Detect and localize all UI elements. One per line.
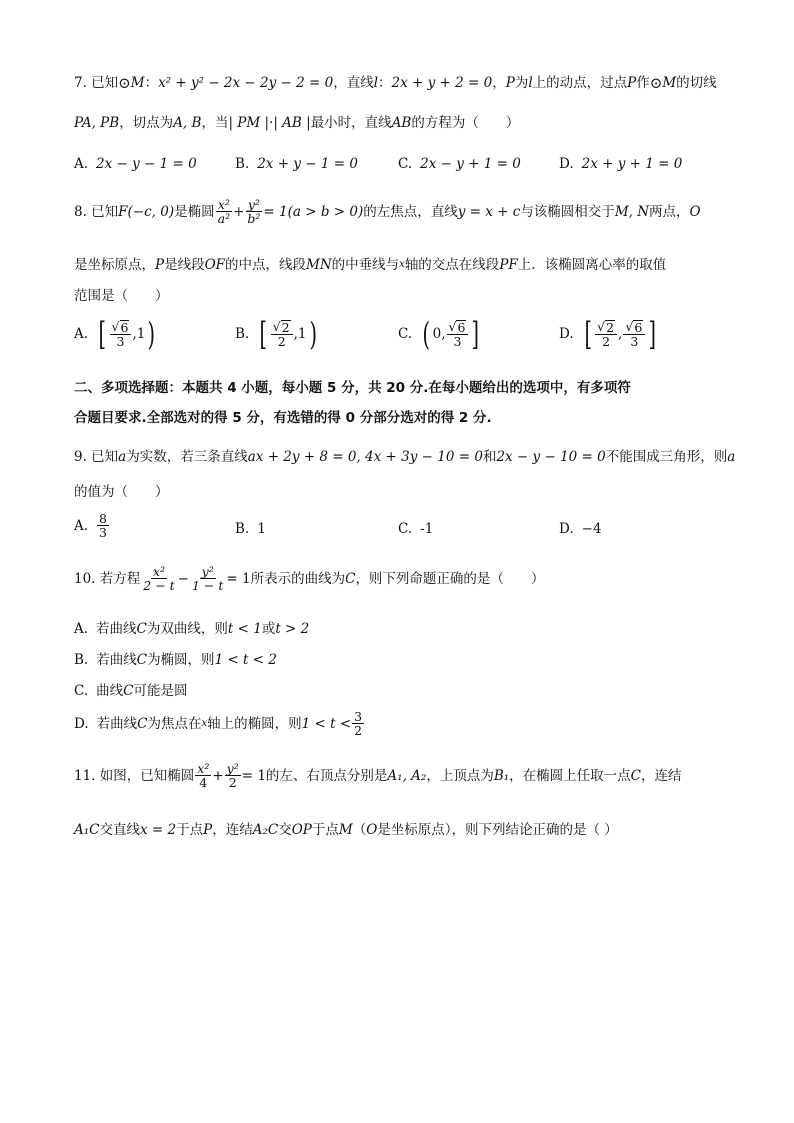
q8-option-d: D. [ √ 2 2 , √ 6 3 ] <box>559 315 657 353</box>
q7-line2: PA, PB ，切点为 A, B ，当 | PM |·| AB | 最小时，直线 AB 的方程为（ ） <box>74 115 520 131</box>
q10-option-b: B. 若曲线 C 为椭圆，则 1 < t < 2 <box>74 652 277 668</box>
q10-line1: 10. 若方程 $\frac{\text{x²}}{2 - t}$ − $\frac{\text{y²}}{1 - t}$ = 1 所表示的曲线为 C ，则下列命题正确的是（ ） <box>74 564 545 594</box>
q10-option-d: D. 若曲线 C 为焦点在 x 轴上的椭圆，则 1 < t < $\frac{3}{2}$ <box>74 709 363 739</box>
fraction-x2-a2: $\frac{\text{x²}}{\text{a²}}$ <box>217 197 231 227</box>
q10-option-a: A. 若曲线 C 为双曲线，则 t < 1 或 t > 2 <box>74 621 310 637</box>
q9-option-d: D. −4 <box>559 521 602 537</box>
fraction-y2-b2: $\frac{\text{y²}}{\text{b²}}$ <box>247 197 261 227</box>
fraction-x2-4: $\frac{\text{x²}}{4}$ <box>197 761 210 791</box>
q7-option-b: B. 2x + y − 1 = 0 <box>235 156 358 172</box>
fraction-y2-1-t: $\frac{\text{y²}}{1 - t}$ <box>191 564 224 594</box>
q8-option-b: B. [ √ 2 2 , 1 ) <box>235 315 317 353</box>
q9-option-b: B. 1 <box>235 521 266 537</box>
q9-option-c: C. -1 <box>398 521 434 537</box>
q11-line2: A₁C 交直线 x = 2 于点 P ，连结 A₂C 交 OP 于点 M （ O 是坐标原点），则下列结论正确的是（ ） <box>74 822 618 838</box>
q7-line1: 7. 已知 ⊙ M ： x² + y² − 2x − 2y − 2 = 0 ，直线 l ： 2x + y + 2 = 0 ， P 为 l 上的动点，过点 P 作 ⊙ M 的切线 <box>74 74 717 92</box>
q7-option-c: C. 2x − y + 1 = 0 <box>398 156 521 172</box>
q11-line1: 11. 如图，已知椭圆 $\frac{\text{x²}}{4}$ + $\frac{\text{y²}}{2}$ = 1 的左、右顶点分别是 A₁, A₂ ，上顶点为 B₁ ，在椭圆上任取一点 C ，连结 <box>74 761 682 791</box>
q10-option-c: C. 曲线 C 可能是圆 <box>74 683 188 699</box>
q7-option-d: D. 2x + y + 1 = 0 <box>559 156 683 172</box>
section2-heading-line1: 二、多项选择题：本题共 4 小题，每小题 5 分，共 20 分.在每小题给出的选项中，有多项符 <box>74 380 631 396</box>
q9-line1: 9. 已知 a 为实数，若三条直线 ax + 2y + 8 = 0, 4x + 3y − 10 = 0 和 2x − y − 10 = 0 不能围成三角形，则 a <box>74 449 736 465</box>
fraction-x2-2-t: $\frac{\text{x²}}{2 - t}$ <box>143 564 175 594</box>
q7-option-a: A. 2x − y − 1 = 0 <box>74 156 197 172</box>
section2-heading-line2: 合题目要求.全部选对的得 5 分，有选错的得 0 分部分选对的得 2 分. <box>74 410 492 426</box>
q9-line2: 的值为（ ） <box>74 484 169 500</box>
q8-option-c: C. ( 0 , √ 6 3 ] <box>398 315 480 353</box>
q8-line1: 8. 已知 F(−c, 0) 是椭圆 $\frac{\text{x²}}{\text{a²}}$ + $\frac{\text{y²}}{\text{b²}}$ = 1(a > b > 0) 的左焦点，直线 y = x + c 与该椭圆相交于 M, N 两点， O <box>74 197 701 227</box>
q8-line3: 范围是（ ） <box>74 288 169 304</box>
q8-line2: 是坐标原点， P 是线段 OF 的中点，线段 MN 的中垂线与 x 轴的交点在线段 PF 上．该椭圆离心率的取值 <box>74 257 667 273</box>
q9-option-a: A. $\frac{8}{3}$ <box>74 511 107 541</box>
q8-option-a: A. [ √ 6 3 , 1 ) <box>74 315 156 353</box>
fraction-y2-2: $\frac{\text{y²}}{2}$ <box>226 761 239 791</box>
fraction-3-2: $\frac{3}{2}$ <box>354 709 363 739</box>
